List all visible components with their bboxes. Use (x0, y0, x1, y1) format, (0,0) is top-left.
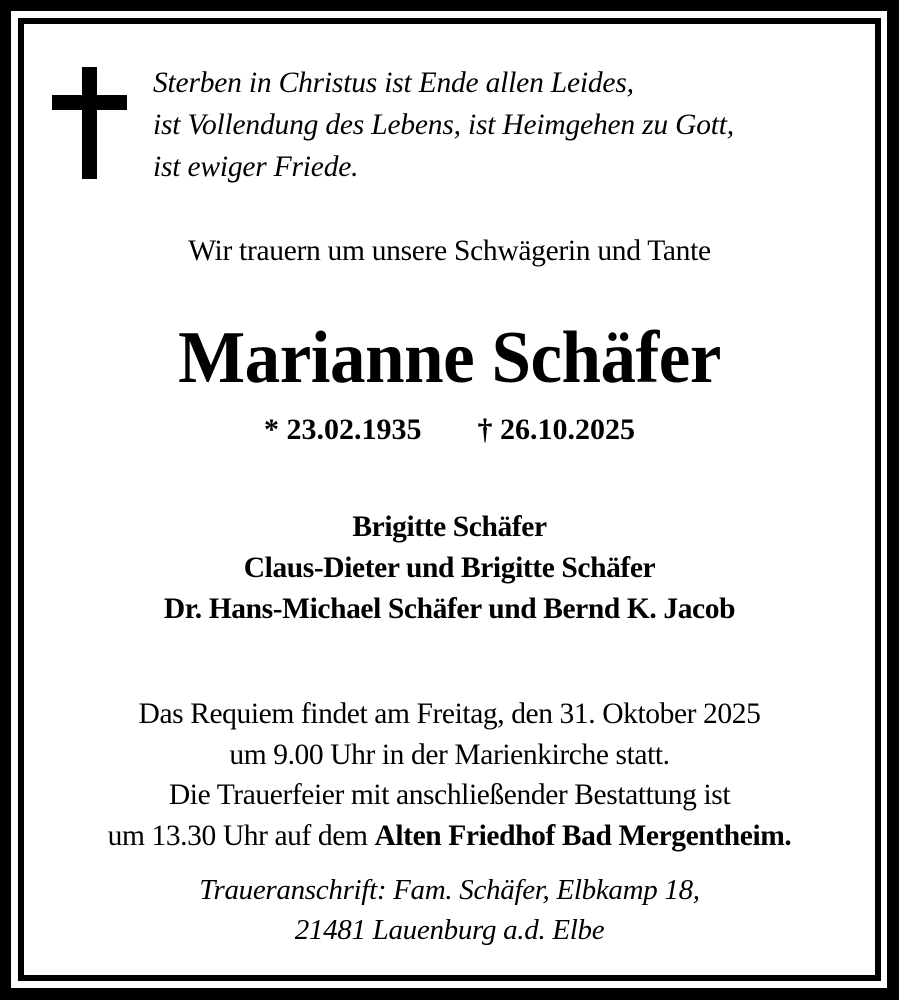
latin-cross-icon (52, 67, 127, 179)
quote-line: ist ewiger Friede. (153, 151, 359, 183)
deceased-name: Marianne Schäfer (178, 317, 721, 399)
mourner-entry: Dr. Hans-Michael Schäfer und Bernd K. Jacob (163, 593, 736, 625)
mourner-entry: Brigitte Schäfer (352, 511, 547, 543)
mourning-address (0, 870, 899, 950)
service-line: um 9.00 Uhr in der Marienkirche statt. (229, 738, 670, 771)
life-dates (0, 410, 899, 450)
quote-line: Sterben in Christus ist Ende allen Leides, (153, 67, 634, 99)
cemetery-name: Alten Friedhof Bad Mergentheim. (374, 819, 792, 852)
mourner-entry: Claus-Dieter und Brigitte Schäfer (243, 552, 656, 584)
cross-vertical-bar (82, 67, 97, 179)
service-line (0, 816, 899, 857)
death-date: † 26.10.2025 (477, 413, 635, 446)
service-line: Das Requiem findet am Freitag, den 31. Oktober 2025 (138, 698, 761, 730)
service-line: Die Trauerfeier mit anschließender Bestattung ist (168, 779, 731, 811)
birth-date: * 23.02.1935 (264, 413, 422, 446)
service-time-text: um 13.30 Uhr auf dem (107, 819, 375, 852)
bible-quote (153, 62, 734, 188)
mourning-intro: Wir trauern um unsere Schwägerin und Tante (188, 235, 711, 267)
mourners-list (0, 507, 899, 630)
cross-horizontal-bar (52, 95, 127, 110)
address-line: Traueranschrift: Fam. Schäfer, Elbkamp 18, (199, 874, 700, 906)
quote-line: ist Vollendung des Lebens, ist Heimgehen zu Gott, (153, 109, 734, 141)
service-details (0, 694, 899, 856)
address-line: 21481 Lauenburg a.d. Elbe (294, 914, 605, 946)
